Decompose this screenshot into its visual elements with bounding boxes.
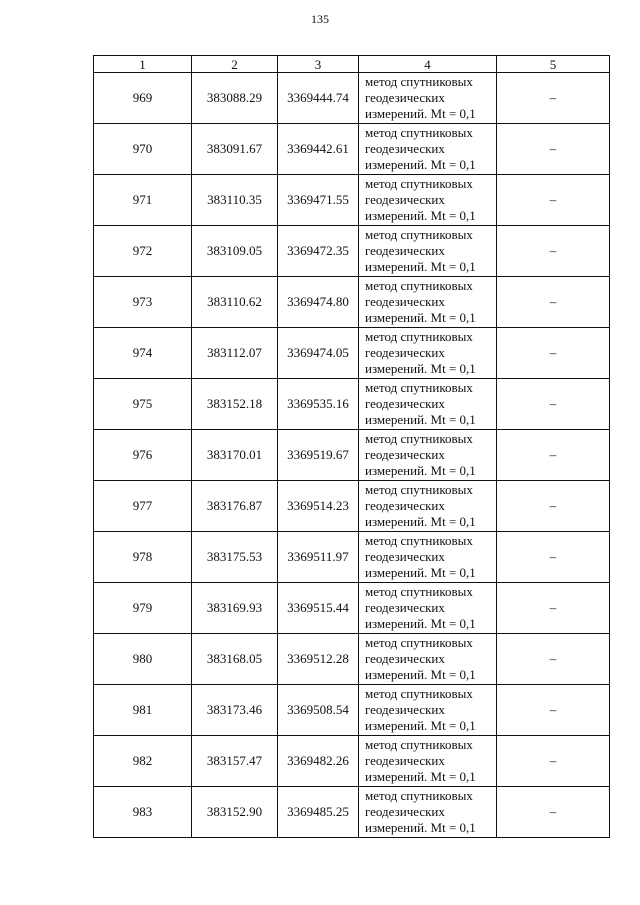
method-cell [359,685,497,736]
method-text-line: измерений. Mt = 0,1 [365,565,476,580]
x-coordinate-cell: 383152.18 [192,379,278,430]
x-coordinate-cell: 383176.87 [192,481,278,532]
point-number-cell: 974 [94,328,192,379]
note-cell: – [497,379,610,430]
method-text-line: метод спутниковых [365,584,473,599]
note-cell: – [497,175,610,226]
note-cell: – [497,532,610,583]
y-coordinate-cell: 3369511.97 [278,532,359,583]
table-row [94,73,610,124]
method-text-line: измерений. Mt = 0,1 [365,106,476,121]
x-coordinate-cell: 383091.67 [192,124,278,175]
method-text-line: измерений. Mt = 0,1 [365,514,476,529]
method-cell [359,124,497,175]
method-text-line: геодезических [365,192,445,207]
method-text-line: измерений. Mt = 0,1 [365,718,476,733]
note-cell: – [497,736,610,787]
table-row [94,532,610,583]
point-number-cell: 981 [94,685,192,736]
y-coordinate-cell: 3369471.55 [278,175,359,226]
method-text-line: геодезических [365,651,445,666]
note-cell: – [497,583,610,634]
method-cell [359,532,497,583]
point-number-cell: 970 [94,124,192,175]
y-coordinate-cell: 3369535.16 [278,379,359,430]
method-text-line: метод спутниковых [365,380,473,395]
x-coordinate-cell: 383169.93 [192,583,278,634]
method-text-line: метод спутниковых [365,227,473,242]
point-number-cell: 975 [94,379,192,430]
point-number-cell: 971 [94,175,192,226]
note-cell: – [497,277,610,328]
method-text-line: измерений. Mt = 0,1 [365,463,476,478]
point-number-cell: 976 [94,430,192,481]
x-coordinate-cell: 383110.35 [192,175,278,226]
column-header-2: 2 [192,56,278,73]
point-number-cell: 972 [94,226,192,277]
column-header-4: 4 [359,56,497,73]
method-cell [359,277,497,328]
note-cell: – [497,328,610,379]
method-text-line: измерений. Mt = 0,1 [365,361,476,376]
method-cell [359,583,497,634]
note-cell: – [497,430,610,481]
method-text-line: метод спутниковых [365,431,473,446]
method-text-line: измерений. Mt = 0,1 [365,412,476,427]
method-text-line: метод спутниковых [365,686,473,701]
method-cell [359,379,497,430]
method-text-line: метод спутниковых [365,635,473,650]
point-number-cell: 980 [94,634,192,685]
point-number-cell: 983 [94,787,192,838]
y-coordinate-cell: 3369485.25 [278,787,359,838]
note-cell: – [497,73,610,124]
x-coordinate-cell: 383175.53 [192,532,278,583]
note-cell: – [497,124,610,175]
x-coordinate-cell: 383168.05 [192,634,278,685]
y-coordinate-cell: 3369442.61 [278,124,359,175]
point-number-cell: 973 [94,277,192,328]
x-coordinate-cell: 383109.05 [192,226,278,277]
y-coordinate-cell: 3369474.05 [278,328,359,379]
x-coordinate-cell: 383152.90 [192,787,278,838]
x-coordinate-cell: 383112.07 [192,328,278,379]
table-row [94,583,610,634]
table-row [94,379,610,430]
method-text-line: геодезических [365,702,445,717]
method-text-line: измерений. Mt = 0,1 [365,310,476,325]
method-text-line: измерений. Mt = 0,1 [365,616,476,631]
method-text-line: метод спутниковых [365,125,473,140]
method-text-line: метод спутниковых [365,533,473,548]
method-text-line: геодезических [365,345,445,360]
table-row [94,481,610,532]
table-row [94,430,610,481]
method-text-line: геодезических [365,498,445,513]
method-text-line: измерений. Mt = 0,1 [365,259,476,274]
note-cell: – [497,787,610,838]
x-coordinate-cell: 383173.46 [192,685,278,736]
column-header-1: 1 [94,56,192,73]
x-coordinate-cell: 383088.29 [192,73,278,124]
column-header-3: 3 [278,56,359,73]
y-coordinate-cell: 3369472.35 [278,226,359,277]
y-coordinate-cell: 3369508.54 [278,685,359,736]
table-row [94,736,610,787]
column-header-5: 5 [497,56,610,73]
method-text-line: измерений. Mt = 0,1 [365,820,476,835]
point-number-cell: 969 [94,73,192,124]
method-text-line: геодезических [365,549,445,564]
point-number-cell: 977 [94,481,192,532]
method-cell [359,787,497,838]
method-cell [359,634,497,685]
method-cell [359,73,497,124]
method-text-line: метод спутниковых [365,176,473,191]
x-coordinate-cell: 383157.47 [192,736,278,787]
y-coordinate-cell: 3369514.23 [278,481,359,532]
point-number-cell: 979 [94,583,192,634]
method-cell [359,430,497,481]
x-coordinate-cell: 383110.62 [192,277,278,328]
table-row [94,634,610,685]
method-text-line: геодезических [365,396,445,411]
method-text-line: метод спутниковых [365,482,473,497]
method-text-line: метод спутниковых [365,737,473,752]
method-text-line: измерений. Mt = 0,1 [365,157,476,172]
y-coordinate-cell: 3369515.44 [278,583,359,634]
note-cell: – [497,685,610,736]
table-row [94,787,610,838]
table-row [94,175,610,226]
method-cell [359,175,497,226]
method-text-line: геодезических [365,294,445,309]
y-coordinate-cell: 3369474.80 [278,277,359,328]
method-text-line: геодезических [365,141,445,156]
method-text-line: метод спутниковых [365,278,473,293]
method-text-line: геодезических [365,753,445,768]
method-text-line: геодезических [365,90,445,105]
method-cell [359,481,497,532]
method-text-line: геодезических [365,447,445,462]
table-row [94,124,610,175]
method-cell [359,736,497,787]
note-cell: – [497,481,610,532]
method-cell [359,328,497,379]
coordinates-table [93,55,610,838]
table-row [94,685,610,736]
method-cell [359,226,497,277]
method-text-line: измерений. Mt = 0,1 [365,667,476,682]
y-coordinate-cell: 3369519.67 [278,430,359,481]
method-text-line: измерений. Mt = 0,1 [365,208,476,223]
method-text-line: геодезических [365,600,445,615]
table-row [94,226,610,277]
note-cell: – [497,634,610,685]
method-text-line: геодезических [365,243,445,258]
method-text-line: метод спутниковых [365,788,473,803]
y-coordinate-cell: 3369444.74 [278,73,359,124]
y-coordinate-cell: 3369512.28 [278,634,359,685]
table-header-row [94,56,610,73]
table-row [94,277,610,328]
point-number-cell: 978 [94,532,192,583]
y-coordinate-cell: 3369482.26 [278,736,359,787]
method-text-line: метод спутниковых [365,329,473,344]
point-number-cell: 982 [94,736,192,787]
method-text-line: геодезических [365,804,445,819]
table-row [94,328,610,379]
method-text-line: метод спутниковых [365,74,473,89]
method-text-line: измерений. Mt = 0,1 [365,769,476,784]
page-number: 135 [311,12,329,26]
x-coordinate-cell: 383170.01 [192,430,278,481]
note-cell: – [497,226,610,277]
